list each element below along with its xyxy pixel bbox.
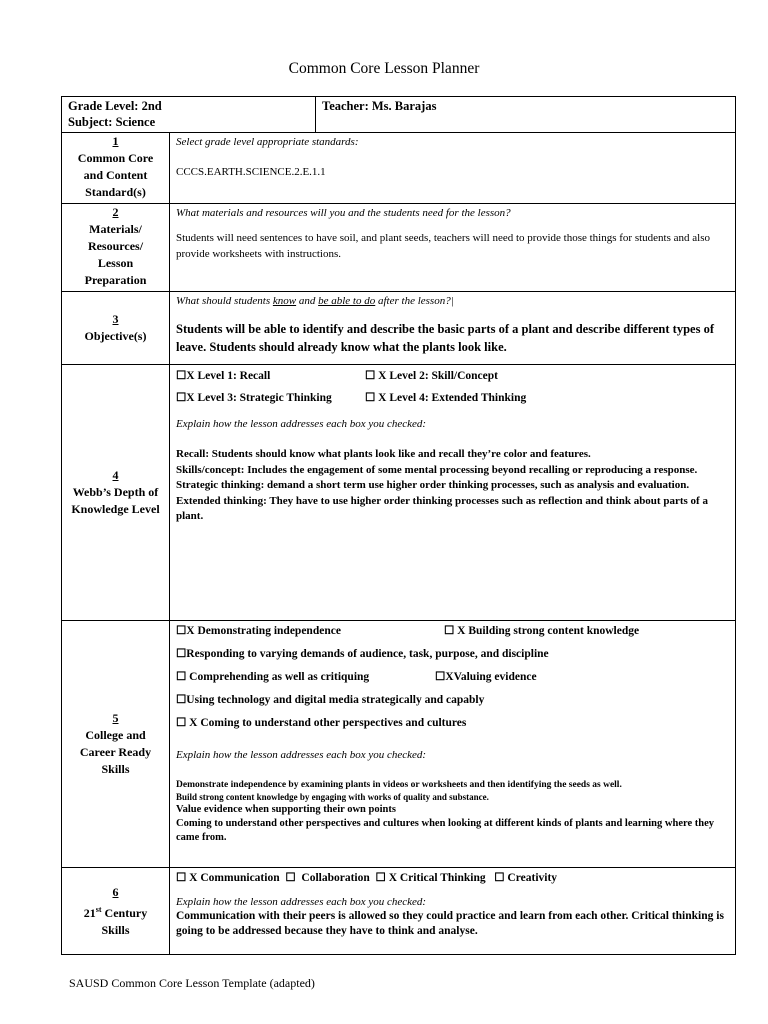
materials-text: Students will need sentences to have soil, and plant seeds, teachers will need to provide those things for students and also provide worksheets with instructions.	[176, 232, 710, 260]
section-number: 3	[112, 312, 119, 326]
prompt-text: Explain how the lesson addresses each box you checked:	[176, 896, 427, 908]
prompt-part: What should students	[176, 295, 273, 307]
explanation-line: Build strong content knowledge by engaging with works of quality and substance.	[176, 792, 489, 802]
checkbox-row	[176, 624, 729, 638]
prompt-know: know	[272, 295, 297, 307]
explanation-line: Skills/concept: Includes the engagement of some mental processing beyond recalling or reproducing a response.	[176, 463, 698, 476]
explanation-line: Value evidence when supporting their own points	[176, 804, 396, 815]
checkbox-level-3[interactable]: ☐X Level 3: Strategic Thinking	[176, 392, 332, 404]
label-line: Skills	[101, 762, 130, 776]
section-2-content	[170, 204, 736, 292]
label-line: College and	[85, 728, 146, 742]
label-line: Materials/	[89, 222, 142, 236]
prompt-text: Explain how the lesson addresses each box you checked:	[176, 418, 427, 430]
document-title: Common Core Lesson Planner	[288, 60, 480, 77]
checkbox-row	[176, 369, 729, 383]
checkbox-level-1[interactable]: ☐X Level 1: Recall	[176, 370, 271, 382]
label-line: Knowledge Level	[71, 502, 160, 516]
checkbox-row	[176, 716, 729, 730]
section-2-row	[62, 204, 736, 292]
label-superscript: st	[95, 904, 102, 914]
checkbox-responding[interactable]: ☐Responding to varying demands of audience, task, purpose, and discipline	[176, 648, 549, 660]
prompt-able: be able to do	[318, 295, 376, 307]
section-5-row	[62, 621, 736, 868]
label-line: Webb’s Depth of	[72, 485, 159, 499]
label-line	[62, 901, 169, 922]
checkbox-demonstrating-independence[interactable]: ☐X Demonstrating independence	[176, 625, 341, 637]
section-2-label	[62, 204, 170, 292]
section-3-content	[170, 292, 736, 365]
explanation-line: Strategic thinking: demand a short term use higher order thinking processes, such as analysis and evaluation.	[176, 479, 690, 491]
section-1-content	[170, 133, 736, 204]
label-line: Objective(s)	[84, 329, 147, 343]
label-line: Standard(s)	[85, 185, 146, 199]
skills-checkboxes[interactable]: ☐ X Communication ☐ Collaboration ☐ X Critical Thinking ☐ Creativity	[176, 872, 558, 884]
dok-explanation	[176, 447, 729, 525]
checkbox-comprehending[interactable]: ☐ Comprehending as well as critiquing	[176, 671, 370, 683]
checkbox-level-2[interactable]: ☐ X Level 2: Skill/Concept	[365, 370, 498, 382]
skills-explanation: Communication with their peers is allowed so they could practice and learn from each other. Critical thinking is going to be addressed because they have to think and analyse.	[176, 910, 724, 937]
prompt-text	[176, 294, 729, 308]
section-3-row	[62, 292, 736, 365]
section-6-content	[170, 868, 736, 955]
section-5-label	[62, 621, 170, 868]
label-line: Career Ready	[79, 745, 152, 759]
checkbox-valuing-evidence[interactable]: ☐XValuing evidence	[435, 671, 537, 683]
section-number: 2	[112, 205, 119, 219]
standard-code: CCCS.EARTH.SCIENCE.2.E.1.1	[176, 166, 326, 178]
checkbox-row	[176, 391, 729, 405]
label-line: Lesson	[97, 256, 134, 270]
section-5-content	[170, 621, 736, 868]
label-line: Skills	[101, 922, 130, 937]
header-row	[62, 97, 736, 133]
footer-text: SAUSD Common Core Lesson Template (adapted)	[69, 976, 315, 990]
label-line: Common Core	[77, 151, 154, 165]
explanation-line: Extended thinking: They have to use higher order thinking processes such as reflection and think about parts of a plant.	[176, 494, 708, 522]
explanation-line: Recall: Students should know what plants look like and recall they’re color and features.	[176, 448, 591, 460]
section-number: 1	[112, 134, 119, 148]
section-1-row	[62, 133, 736, 204]
prompt-text: Explain how the lesson addresses each box you checked:	[176, 749, 427, 761]
section-number: 5	[112, 711, 119, 725]
prompt-part: and	[296, 295, 319, 307]
label-line: Preparation	[84, 273, 147, 287]
checkbox-row	[176, 670, 729, 684]
section-4-row	[62, 365, 736, 621]
objective-text: Students will be able to identify and describe the basic parts of a plant and describe different types of leave. Students should already know what the plants look like.	[176, 322, 714, 354]
grade-level: Grade Level: 2nd	[68, 99, 162, 113]
lesson-planner-table	[61, 96, 736, 955]
checkbox-row	[176, 647, 729, 661]
section-4-label	[62, 365, 170, 621]
section-number: 4	[112, 468, 119, 482]
explanation-line: Demonstrate independence by examining plants in videos or worksheets and then identifying the seeds as well.	[176, 780, 622, 790]
section-4-content	[170, 365, 736, 621]
label-part: Century	[101, 905, 148, 920]
section-6-row	[62, 868, 736, 955]
prompt-text: Select grade level appropriate standards:	[176, 136, 359, 148]
section-3-label	[62, 292, 170, 365]
checkbox-level-4[interactable]: ☐ X Level 4: Extended Thinking	[365, 392, 527, 404]
section-1-label	[62, 133, 170, 204]
section-6-label	[62, 868, 170, 955]
prompt-text: What materials and resources will you and the students need for the lesson?	[176, 207, 511, 219]
grade-subject-cell	[62, 97, 316, 133]
checkbox-building-knowledge[interactable]: ☐ X Building strong content knowledge	[444, 625, 640, 637]
checkbox-perspectives[interactable]: ☐ X Coming to understand other perspectives and cultures	[176, 717, 467, 729]
subject: Subject: Science	[68, 115, 156, 129]
teacher-cell	[316, 97, 736, 133]
label-line: Resources/	[87, 239, 144, 253]
checkbox-technology[interactable]: ☐Using technology and digital media strategically and capably	[176, 694, 485, 706]
prompt-part: after the lesson?|	[375, 295, 454, 307]
label-part: 21	[83, 905, 96, 920]
teacher: Teacher: Ms. Barajas	[322, 99, 437, 113]
checkbox-row	[176, 693, 729, 707]
section-number: 6	[112, 884, 119, 899]
label-line: and Content	[83, 168, 148, 182]
ccr-explanation	[176, 779, 729, 845]
explanation-line: Coming to understand other perspectives and cultures when looking at different kinds of plants and learning where they came from.	[176, 818, 714, 843]
